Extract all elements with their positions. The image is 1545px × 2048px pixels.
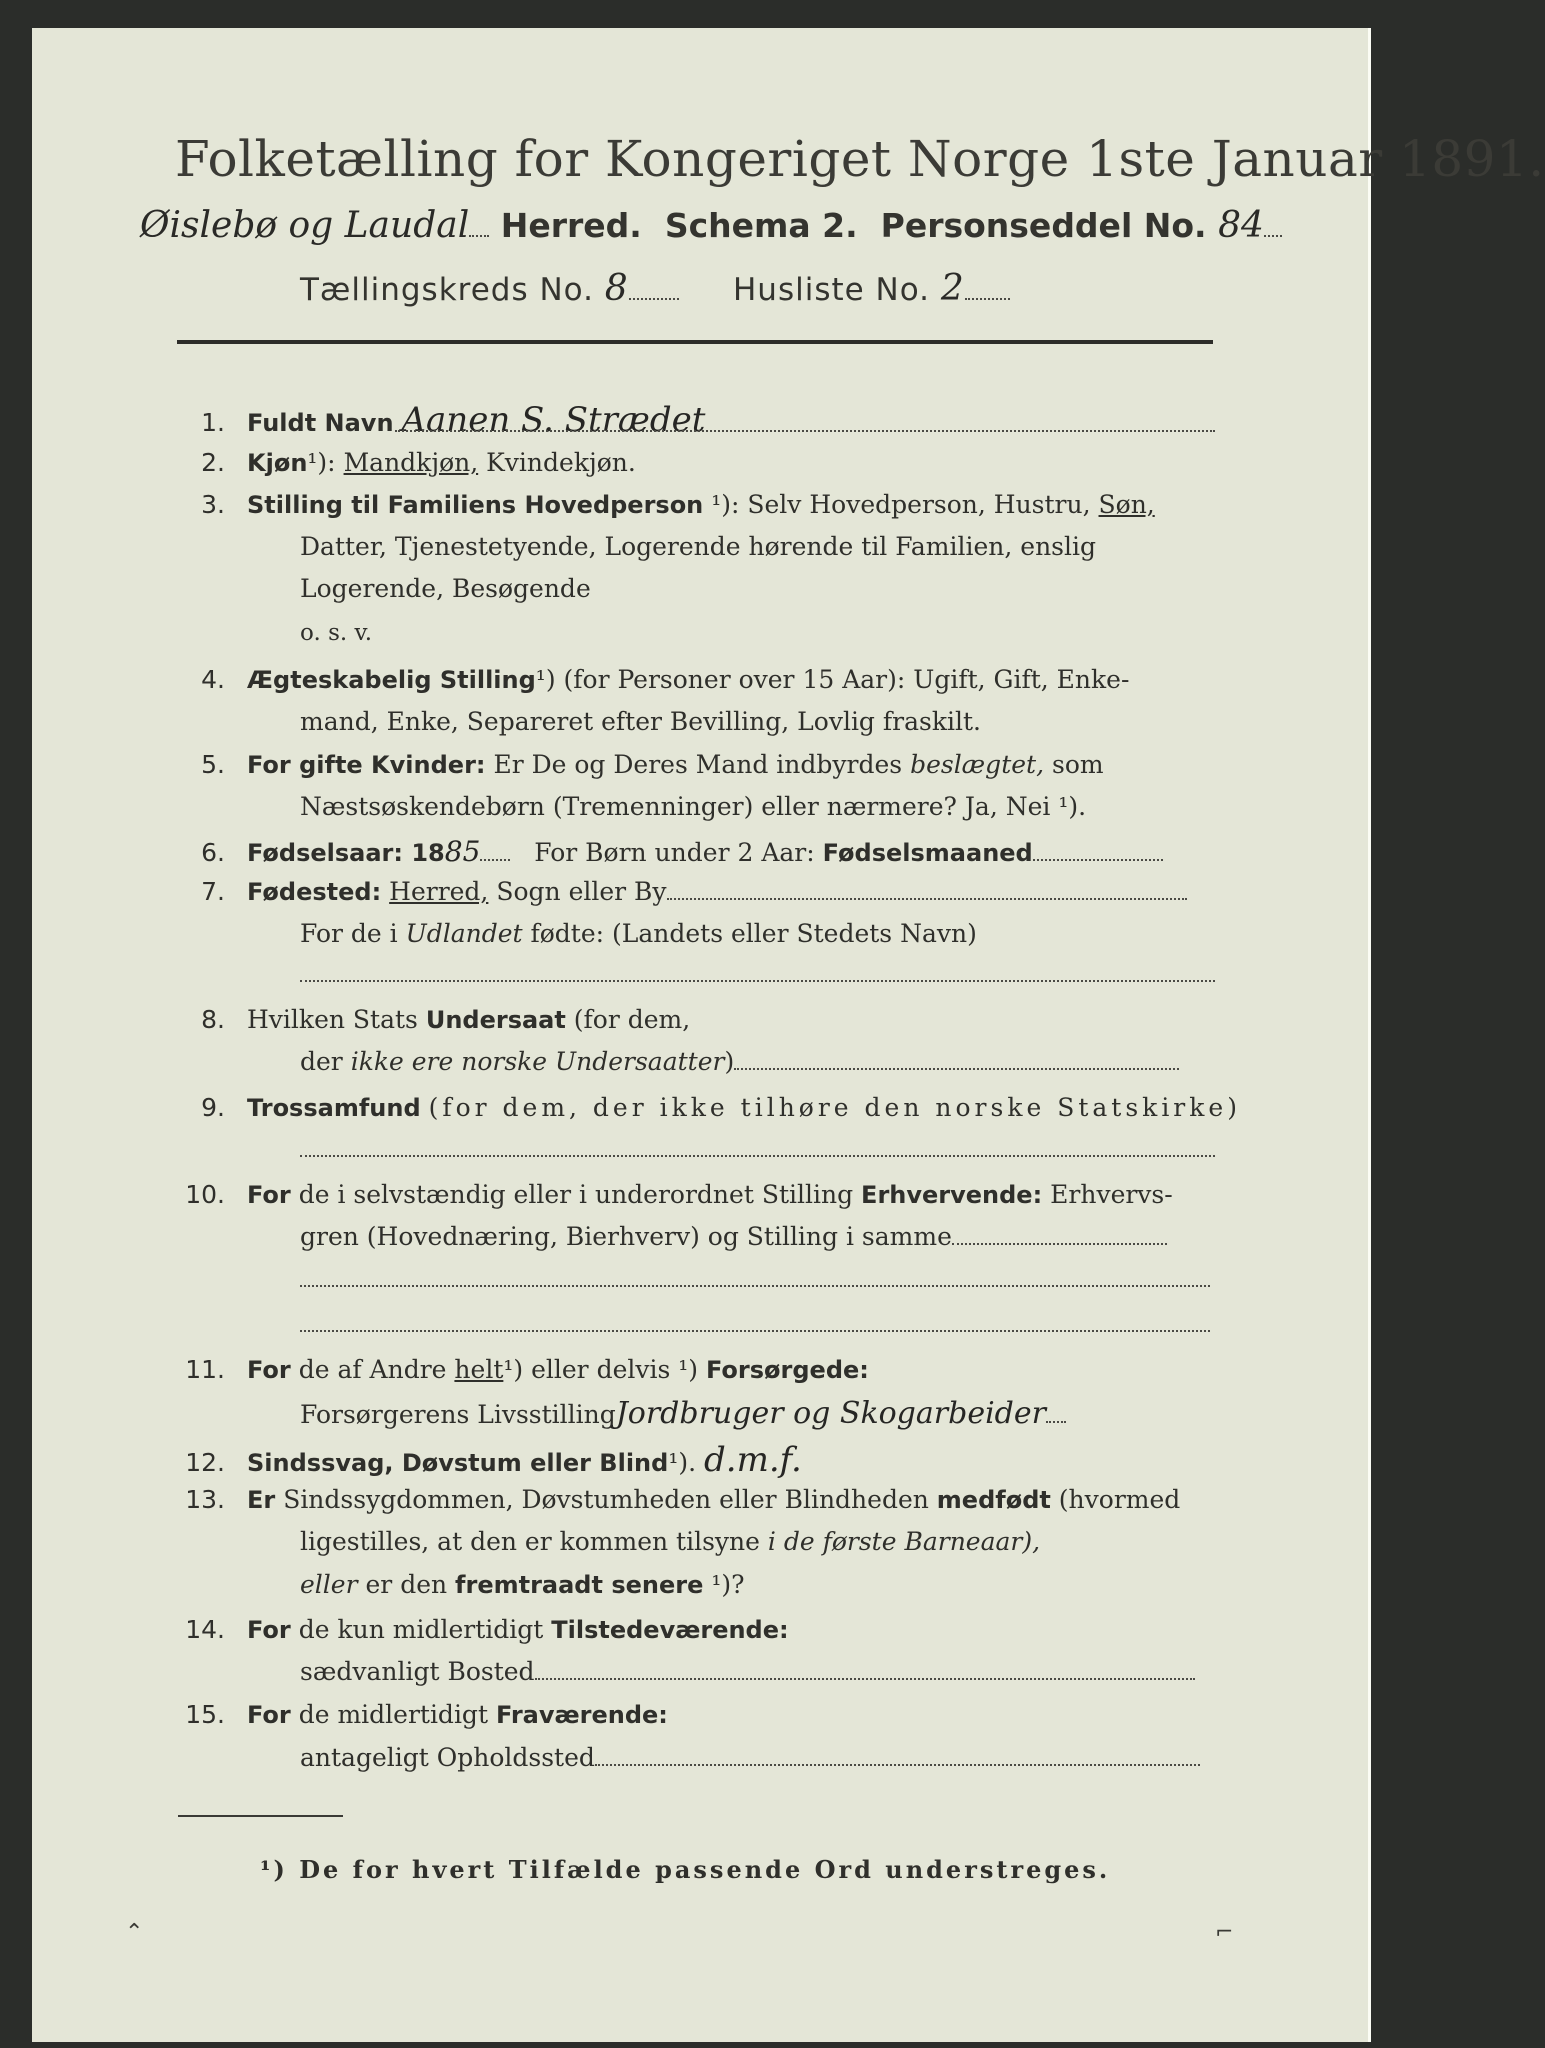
q3-line4: o. s. v. [300, 620, 373, 646]
item-6: 6. Fødselsaar: 1885 For Børn under 2 Aar: Fødselsmaaned [165, 835, 1215, 868]
q3-option-son: Søn, [1098, 490, 1155, 519]
q11-line2: Forsørgerens LivsstillingJordbruger og Skogarbeider [300, 1396, 1215, 1431]
kreds-line [300, 268, 1010, 309]
herred-label: Herred. [500, 206, 642, 245]
item-5: 5. For gifte Kvinder: Er De og Deres Mand indbyrdes beslægtet, som [201, 750, 1104, 779]
q4-line2: mand, Enke, Separeret efter Bevilling, Lovlig fraskilt. [300, 707, 981, 736]
item-2: 2. Kjøn¹): Mandkjøn, Kvindekjøn. [201, 448, 636, 477]
item-14: 14. For de kun midlertidigt Tilstedeværende: [185, 1615, 789, 1644]
schema-label: Schema 2. [664, 206, 858, 245]
kreds-number: 8 [604, 268, 629, 309]
q1-answer: Aanen S. Strædet [401, 400, 706, 440]
q3-line3: Logerende, Besøgende [300, 574, 591, 603]
q7-fill-line [300, 980, 1215, 982]
corner-mark-right: ⌐ [1215, 1920, 1234, 1945]
form-title: Folketælling for Kongeriget Norge 1ste Januar 1891. [175, 130, 1545, 188]
item-13: 13. Er Sindssygdommen, Døvstumheden eller Blindheden medfødt (hvormed [185, 1485, 1181, 1514]
q7-option-herred: Herred, [389, 877, 489, 906]
husliste-label: Husliste No. [732, 272, 931, 308]
footnote: ¹) De for hvert Tilfælde passende Ord understreges. [260, 1855, 1111, 1884]
q15-line2: antageligt Opholdssted [300, 1743, 1215, 1772]
census-form-page [32, 28, 1545, 2042]
q3-line2: Datter, Tjenestetyende, Logerende hørende til Familien, enslig [300, 532, 1097, 561]
header-divider [177, 340, 1213, 344]
item-8: 8. Hvilken Stats Undersaat (for dem, [201, 1005, 691, 1034]
q1-label: Fuldt Navn [247, 409, 394, 437]
item-15: 15. For de midlertidigt Fraværende: [185, 1700, 668, 1729]
q2-option-female: Kvindekjøn. [486, 448, 636, 477]
q8-line2: der ikke ere norske Undersaatter) [300, 1047, 1215, 1076]
q10-line2: gren (Hovednæring, Bierhverv) og Stilling i samme [300, 1222, 1215, 1251]
footnote-divider [178, 1815, 343, 1817]
q13-line3: eller er den fremtraadt senere ¹)? [300, 1570, 745, 1599]
q6-birth-year: 85 [444, 835, 481, 868]
item-1: 1. Fuldt Navn Aanen S. Strædet [201, 400, 706, 440]
kreds-label: Tællingskreds No. [300, 272, 594, 308]
item-10: 10. For de i selvstændig eller i underordnet Stilling Erhvervende: Erhvervs- [185, 1180, 1173, 1209]
herred-line [140, 205, 1282, 246]
q12-answer: d.m.f. [704, 1440, 802, 1480]
q11-option-helt: helt [454, 1355, 504, 1384]
item-3: 3. Stilling til Familiens Hovedperson ¹): Selv Hovedperson, Hustru, Søn, [201, 490, 1155, 519]
q11-answer: Jordbruger og Skogarbeider [615, 1396, 1046, 1431]
personseddel-label: Personseddel No. [880, 206, 1207, 245]
q2-option-male: Mandkjøn, [343, 448, 479, 477]
q5-line2: Næstsøskendebørn (Tremenninger) eller nærmere? Ja, Nei ¹). [300, 792, 1087, 821]
herred-handwriting: Øislebø og Laudal [140, 205, 470, 246]
item-7: 7. Fødested: Herred, Sogn eller By [165, 877, 1215, 906]
q7-line2: For de i Udlandet fødte: (Landets eller Stedets Navn) [300, 919, 977, 948]
item-12: 12. Sindssvag, Døvstum eller Blind¹). d.m.f. [185, 1440, 802, 1480]
personseddel-number: 84 [1218, 205, 1264, 246]
q14-line2: sædvanligt Bosted [300, 1657, 1215, 1686]
corner-mark-left: ⌃ [125, 1920, 144, 1945]
q13-line2: ligestilles, at den er kommen tilsyne i de første Barneaar), [300, 1527, 1041, 1556]
q10-fill-line-1 [300, 1285, 1210, 1287]
q9-fill-line [300, 1155, 1215, 1157]
item-4: 4. Ægteskabelig Stilling¹) (for Personer over 15 Aar): Ugift, Gift, Enke- [201, 665, 1130, 694]
item-9: 9. Trossamfund (for dem, der ikke tilhøre den norske Statskirke) [201, 1093, 1241, 1122]
item-11: 11. For de af Andre helt¹) eller delvis ¹) Forsørgede: [185, 1355, 869, 1384]
q10-fill-line-2 [300, 1330, 1210, 1332]
husliste-number: 2 [940, 268, 965, 309]
q1-fill-line [395, 430, 1215, 432]
